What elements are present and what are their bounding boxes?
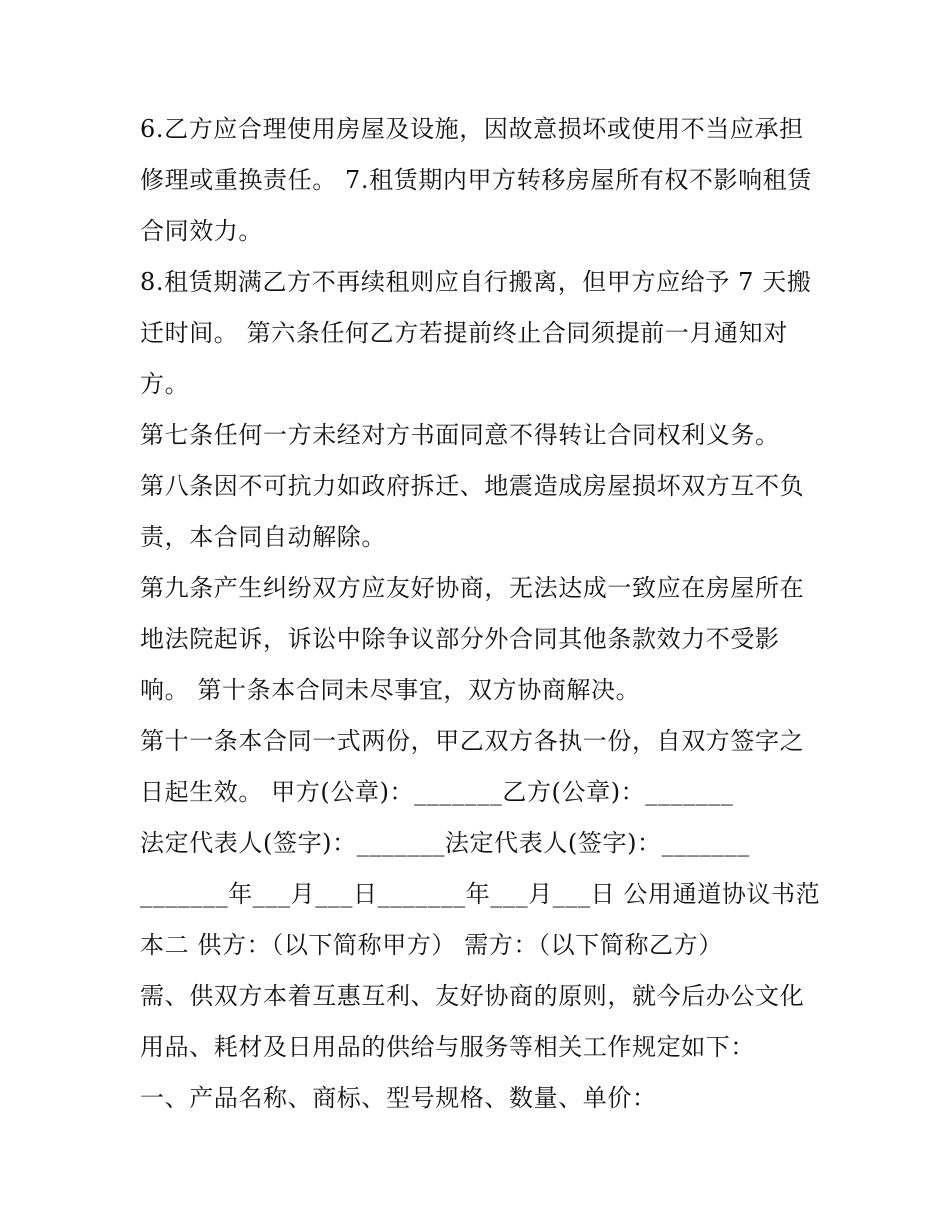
text-line-14: 日起生效。 甲方(公章)：_______乙方(公章)：_______ xyxy=(140,778,734,806)
text-line-12: 响。 第十条本合同未尽事宜，双方协商解决。 xyxy=(140,676,641,704)
text-line-11: 地法院起诉，诉讼中除争议部分外合同其他条款效力不受影 xyxy=(140,625,780,653)
text-line-9: 责，本合同自动解除。 xyxy=(140,523,386,551)
text-line-15: 法定代表人(签字)：_______法定代表人(签字)：_______ xyxy=(140,829,750,857)
text-line-3: 合同效力。 xyxy=(140,217,263,245)
text-line-19: 用品、耗材及日用品的供给与服务等相关工作规定如下： xyxy=(140,1033,755,1061)
text-line-10: 第九条产生纠纷双方应友好协商，无法达成一致应在房屋所在 xyxy=(140,574,805,602)
text-line-13: 第十一条本合同一式两份，甲乙双方各执一份，自双方签字之 xyxy=(140,727,805,755)
text-line-16: _______年___月___日_______年___月___日 公用通道协议书范 xyxy=(140,880,821,908)
text-line-4: 8.租赁期满乙方不再续租则应自行搬离，但甲方应给予 7 天搬 xyxy=(140,268,812,296)
text-line-8: 第八条因不可抗力如政府拆迁、地震造成房屋损坏双方互不负 xyxy=(140,472,805,500)
text-line-7: 第七条任何一方未经对方书面同意不得转让合同权利义务。 xyxy=(140,421,780,449)
text-line-2: 修理或重换责任。 7.租赁期内甲方转移房屋所有权不影响租赁 xyxy=(140,166,812,194)
text-line-17: 本二 供方：（以下简称甲方） 需方：（以下简称乙方） xyxy=(140,931,723,959)
text-line-6: 方。 xyxy=(140,370,190,398)
text-line-5: 迁时间。 第六条任何乙方若提前终止合同须提前一月通知对 xyxy=(140,319,788,347)
text-line-18: 需、供双方本着互惠互利、友好协商的原则，就今后办公文化 xyxy=(140,982,805,1010)
text-line-20: 一、产品名称、商标、型号规格、数量、单价： xyxy=(140,1084,657,1112)
text-line-1: 6.乙方应合理使用房屋及设施，因故意损坏或使用不当应承担 xyxy=(140,115,804,143)
